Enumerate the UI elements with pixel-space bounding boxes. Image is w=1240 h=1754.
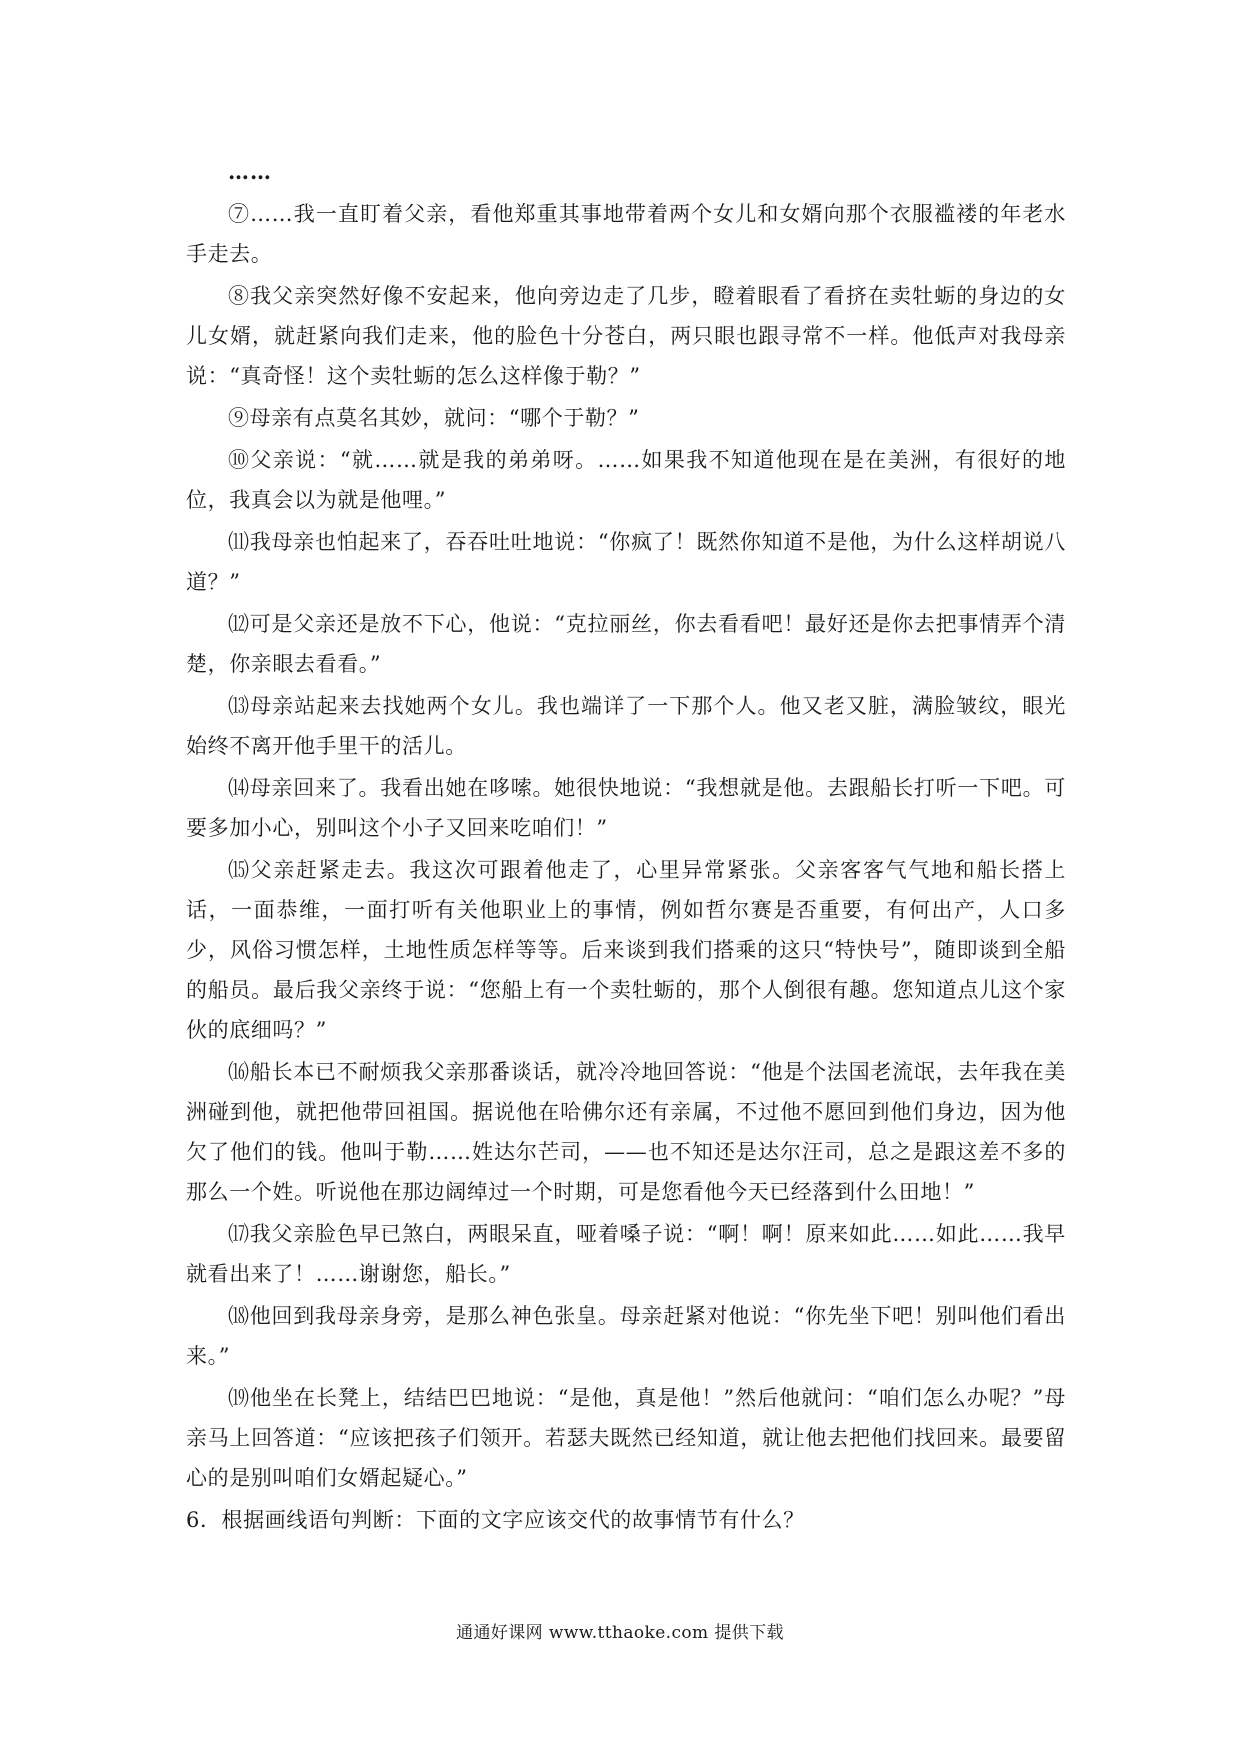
- paragraph-11: ⑾我母亲也怕起来了，吞吞吐吐地说：“你疯了！既然你知道不是他，为什么这样胡说八道？”: [186, 530, 1066, 594]
- page-footer: 通通好课网 www.tthaoke.com 提供下载: [456, 1623, 784, 1643]
- paragraph-19: ⒆他坐在长凳上，结结巴巴地说：“是他，真是他！”然后他就问：“咱们怎么办呢？”母亲马上回答道：“应该把孩子们领开。若瑟夫既然已经知道，就让他去把他们找回来。最要留心的是别叫咱们女婿起疑心。”: [186, 1386, 1066, 1490]
- paragraph-7: ⑦……我一直盯着父亲，看他郑重其事地带着两个女儿和女婿向那个衣服褴褛的年老水手走去。: [186, 202, 1066, 266]
- paragraph-12: ⑿可是父亲还是放不下心，他说：“克拉丽丝，你去看看吧！最好还是你去把事情弄个清楚，你亲眼去看看。”: [186, 612, 1066, 676]
- paragraph-8: ⑧我父亲突然好像不安起来，他向旁边走了几步，瞪着眼看了看挤在卖牡蛎的身边的女儿女婿，就赶紧向我们走来，他的脸色十分苍白，两只眼也跟寻常不一样。他低声对我母亲说：“真奇怪！这个卖牡蛎的怎么这样像于勒？”: [186, 284, 1066, 388]
- document-body: [186, 152, 1066, 1540]
- question-6: 6．根据画线语句判断：下面的文字应该交代的故事情节有什么？: [186, 1508, 805, 1532]
- paragraph-16: ⒃船长本已不耐烦我父亲那番谈话，就冷冷地回答说：“他是个法国老流氓，去年我在美洲碰到他，就把他带回祖国。据说他在哈佛尔还有亲属，不过他不愿回到他们身边，因为他欠了他们的钱。他叫于勒……姓达尔芒司，——也不知还是达尔汪司，总之是跟这差不多的那么一个姓。听说他在那边阔绰过一个时期，可是您看他今天已经落到什么田地！”: [186, 1060, 1066, 1204]
- paragraph-17: ⒄我父亲脸色早已煞白，两眼呆直，哑着嗓子说：“啊！啊！原来如此……如此……我早就看出来了！……谢谢您，船长。”: [186, 1222, 1066, 1286]
- paragraph-13: ⒀母亲站起来去找她两个女儿。我也端详了一下那个人。他又老又脏，满脸皱纹，眼光始终不离开他手里干的活儿。: [186, 694, 1066, 758]
- paragraph-18: ⒅他回到我母亲身旁，是那么神色张皇。母亲赶紧对他说：“你先坐下吧！别叫他们看出来。”: [186, 1304, 1066, 1368]
- paragraph-14: ⒁母亲回来了。我看出她在哆嗦。她很快地说：“我想就是他。去跟船长打听一下吧。可要多加小心，别叫这个小子又回来吃咱们！”: [186, 776, 1066, 840]
- paragraph-10: ⑩父亲说：“就……就是我的弟弟呀。……如果我不知道他现在是在美洲，有很好的地位，我真会以为就是他哩。”: [186, 448, 1066, 512]
- paragraph-9: ⑨母亲有点莫名其妙，就问：“哪个于勒？”: [228, 406, 640, 430]
- leading-ellipsis: ……: [228, 159, 272, 184]
- paragraph-15: ⒂父亲赶紧走去。我这次可跟着他走了，心里异常紧张。父亲客客气气地和船长搭上话，一面恭维，一面打听有关他职业上的事情，例如哲尔赛是否重要，有何出产，人口多少，风俗习惯怎样，土地性质怎样等等。后来谈到我们搭乘的这只“特快号”，随即谈到全船的船员。最后我父亲终于说：“您船上有一个卖牡蛎的，那个人倒很有趣。您知道点儿这个家伙的底细吗？”: [186, 858, 1066, 1042]
